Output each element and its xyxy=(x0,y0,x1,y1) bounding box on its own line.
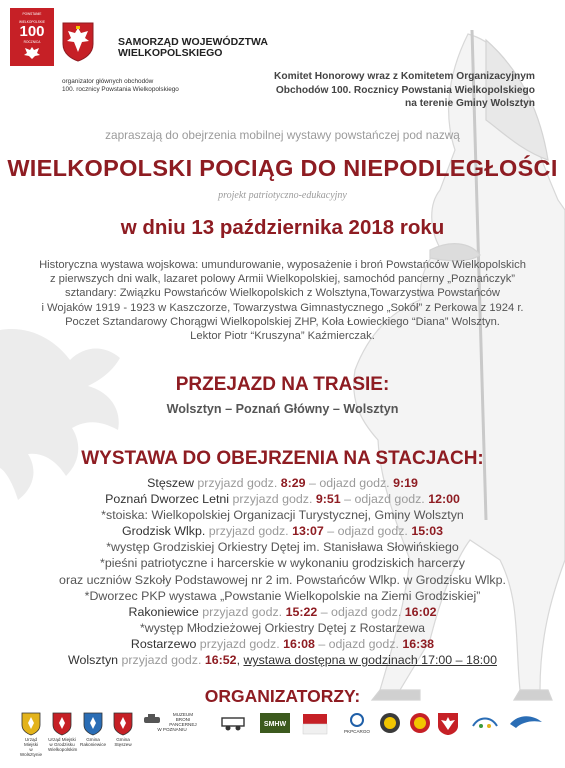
badge-line1: POWSTANIE xyxy=(22,12,42,16)
stations-schedule xyxy=(0,475,565,668)
depart-label: – odjazd godz. xyxy=(318,636,399,651)
description-line: Poczet Sztandarowy Chorągwi Wielkopolskiej ZHP, Koła Łowieckiego “Diana” Wolsztyn. xyxy=(65,315,500,328)
organizer-logo-label: Urząd Miejski w Wolsztynie xyxy=(19,737,43,757)
route-text: Wolsztyn – Poznań Główny – Wolsztyn xyxy=(166,402,399,416)
depart-time: 12:00 xyxy=(428,492,460,507)
organizer-logo-label: Gmina Stęszew xyxy=(114,737,132,747)
arrive-label: przyjazd godz. xyxy=(199,636,280,651)
committee-line1: Komitet Honorowy wraz z Komitetem Organizacyjnym xyxy=(274,71,535,82)
pkp-cargo-icon xyxy=(340,712,374,729)
station-note: *występ Młodzieżowej Orkiestry Dętej z Rostarzewa xyxy=(139,620,426,635)
wolsztyn-logo-icon xyxy=(470,712,500,733)
organizer-logo xyxy=(258,712,292,735)
station-row xyxy=(0,604,565,620)
organizer-logo-label: MUZEUM BRONI PANCERNEJ W POZNANIU xyxy=(157,712,197,732)
description-line: Lektor Piotr “Kruszyna” Kaźmierczak. xyxy=(190,330,375,343)
description-line: Historyczna wystawa wojskowa: umundurowanie, wyposażenie i broń Powstańców Wielkopolskich xyxy=(39,259,526,271)
station-row xyxy=(0,491,565,507)
round-emblem-icon xyxy=(408,712,432,735)
badge-line3: ROCZNICA xyxy=(23,40,41,44)
voivodeship-shield-icon xyxy=(62,22,94,62)
station-note: *występ Grodziskiej Orkiestry Dętej im. Stanisława Słowińskiego xyxy=(106,540,459,555)
station-name: Rakoniewice xyxy=(128,604,199,619)
organizer-logo xyxy=(218,712,252,733)
arrive-label: przyjazd godz. xyxy=(121,653,202,668)
organizer-logo xyxy=(48,712,76,752)
main-title: WIELKOPOLSKI POCIĄG DO NIEPODLEGŁOŚCI xyxy=(7,155,558,181)
arrive-time: 15:22 xyxy=(285,604,318,619)
bird-logo-icon xyxy=(506,712,546,733)
station-row xyxy=(0,636,565,652)
station-row xyxy=(0,475,565,491)
station-name: Grodzisk Wlkp. xyxy=(121,524,206,539)
project-subtitle: projekt patriotyczno-edukacyjny xyxy=(218,190,347,201)
coat-of-arms-icon xyxy=(48,712,76,737)
description-line: z pierwszych dni walk, lazaret polowy Armii Wielkopolskiej, samochód pancerny „Poznańczyk” xyxy=(49,273,516,286)
station-name: Poznań Dworzec Letni xyxy=(105,492,230,507)
committee-line3: na terenie Gminy Wolsztyn xyxy=(404,98,535,110)
committee-text xyxy=(205,70,535,111)
flag-icon xyxy=(300,712,330,737)
badge-line1b: WIELKOPOLSKIE xyxy=(18,20,46,24)
organizer-logo xyxy=(142,712,202,732)
depart-time: 16:38 xyxy=(402,636,435,651)
station-note: oraz uczniów Szkoły Podstawowej nr 2 im. Powstańców Wlkp. w Grodzisku Wlkp. xyxy=(59,572,506,587)
depart-label: – odjazd godz. xyxy=(320,604,402,619)
smhw-icon xyxy=(258,712,292,735)
coat-of-arms-icon xyxy=(80,712,106,737)
organizer-logo xyxy=(110,712,136,747)
organizer-name xyxy=(118,37,268,59)
arrive-time: 16:08 xyxy=(283,636,315,651)
station-note: *stoiska: Wielkopolskiej Organizacji Turystycznej, Gminy Wolsztyn xyxy=(101,508,464,523)
round-emblem-icon xyxy=(378,712,402,735)
invitation-text: zapraszają do obejrzenia mobilnej wystawy powstańczej pod nazwą xyxy=(105,128,460,142)
description-line: sztandary: Związku Powstańców Wielkopolskich z Wolsztyna,Towarzystwa Powstańców xyxy=(64,287,501,300)
organizer-logo xyxy=(470,712,500,733)
station-name: Rostarzewo xyxy=(130,636,197,651)
description-line: i Wojaków 1919 - 1923 w Kaszczorze, Towarzystwa Gimnastycznego „Sokół” z Perkowa z 1924 r. xyxy=(41,301,524,314)
organizer-logo xyxy=(408,712,432,735)
coat-of-arms-icon xyxy=(110,712,136,737)
eagle-shield-icon xyxy=(436,712,460,737)
organizer-subtitle xyxy=(62,78,179,94)
organizer-name-line1: SAMORZĄD WOJEWÓDZTWA xyxy=(118,36,268,48)
eagle-icon xyxy=(23,46,41,60)
organizer-logo-label: PKPCARGO xyxy=(343,729,371,734)
badge-number: 100 xyxy=(19,23,45,40)
organizer-logo-label: Gmina Rakoniewice xyxy=(80,737,107,747)
arrive-time: 13:07 xyxy=(292,524,324,539)
organizer-logo xyxy=(80,712,106,747)
locomotive-icon xyxy=(218,712,252,733)
event-date: w dniu 13 października 2018 roku xyxy=(120,216,445,239)
organizers-heading: ORGANIZATORZY: xyxy=(204,686,361,706)
arrive-label: przyjazd godz. xyxy=(202,604,283,619)
organizer-logo xyxy=(436,712,460,737)
depart-time: 16:02 xyxy=(404,604,437,619)
organizer-logo xyxy=(300,712,330,737)
organizer-sub-line2: 100. rocznicy Powstania Wielkopolskiego xyxy=(62,86,179,93)
organizer-logo xyxy=(340,712,374,734)
station-row xyxy=(0,523,565,539)
arrive-label: przyjazd godz. xyxy=(208,524,289,539)
station-name: Stęszew xyxy=(147,476,194,490)
arrive-time: 8:29 xyxy=(280,476,306,490)
depart-label: – odjazd godz. xyxy=(344,492,425,507)
depart-label: – odjazd godz. xyxy=(327,524,408,539)
organizer-sub-line1: organizator głównych obchodów xyxy=(62,78,154,85)
anniversary-badge xyxy=(10,8,54,66)
arrive-time: 9:51 xyxy=(315,492,341,507)
station-row: Wolsztyn przyjazd godz. 16:52, wystawa dostępna w godzinach 17:00 – 18:00 xyxy=(68,653,497,668)
exhibition-description xyxy=(0,258,565,343)
arrive-label: przyjazd godz. xyxy=(197,476,278,490)
route-heading: PRZEJAZD NA TRASIE: xyxy=(175,374,390,395)
organizer-logo xyxy=(378,712,402,735)
station-note: *Dworzec PKP wystawa „Powstanie Wielkopolskie na Ziemi Grodziskiej” xyxy=(84,588,481,603)
arrive-time: 16:52 xyxy=(204,653,237,668)
svg-text:SMHW: SMHW xyxy=(263,721,287,728)
coat-of-arms-icon xyxy=(18,712,44,737)
organizer-logo-label: Urząd Miejski w Grodzisku Wielkopolskim xyxy=(48,737,78,752)
organizer-logo xyxy=(506,712,546,733)
arrive-label: przyjazd godz. xyxy=(232,492,313,507)
station-name: Wolsztyn xyxy=(68,653,119,668)
depart-time: 15:03 xyxy=(411,524,444,539)
organizer-name-line2: WIELKOPOLSKIEGO xyxy=(118,47,223,59)
organizer-logo xyxy=(18,712,44,757)
depart-label: – odjazd godz. xyxy=(309,476,390,490)
station-note: *pieśni patriotyczne i harcerskie w wykonaniu grodziskich harcerzy xyxy=(100,556,465,571)
final-note: wystawa dostępna w godzinach 17:00 – 18:00 xyxy=(243,653,497,668)
committee-line2: Obchodów 100. Rocznicy Powstania Wielkopolskiego xyxy=(275,84,535,96)
stations-heading: WYSTAWA DO OBEJRZENIA NA STACJACH: xyxy=(81,448,484,469)
depart-time: 9:19 xyxy=(393,476,418,490)
